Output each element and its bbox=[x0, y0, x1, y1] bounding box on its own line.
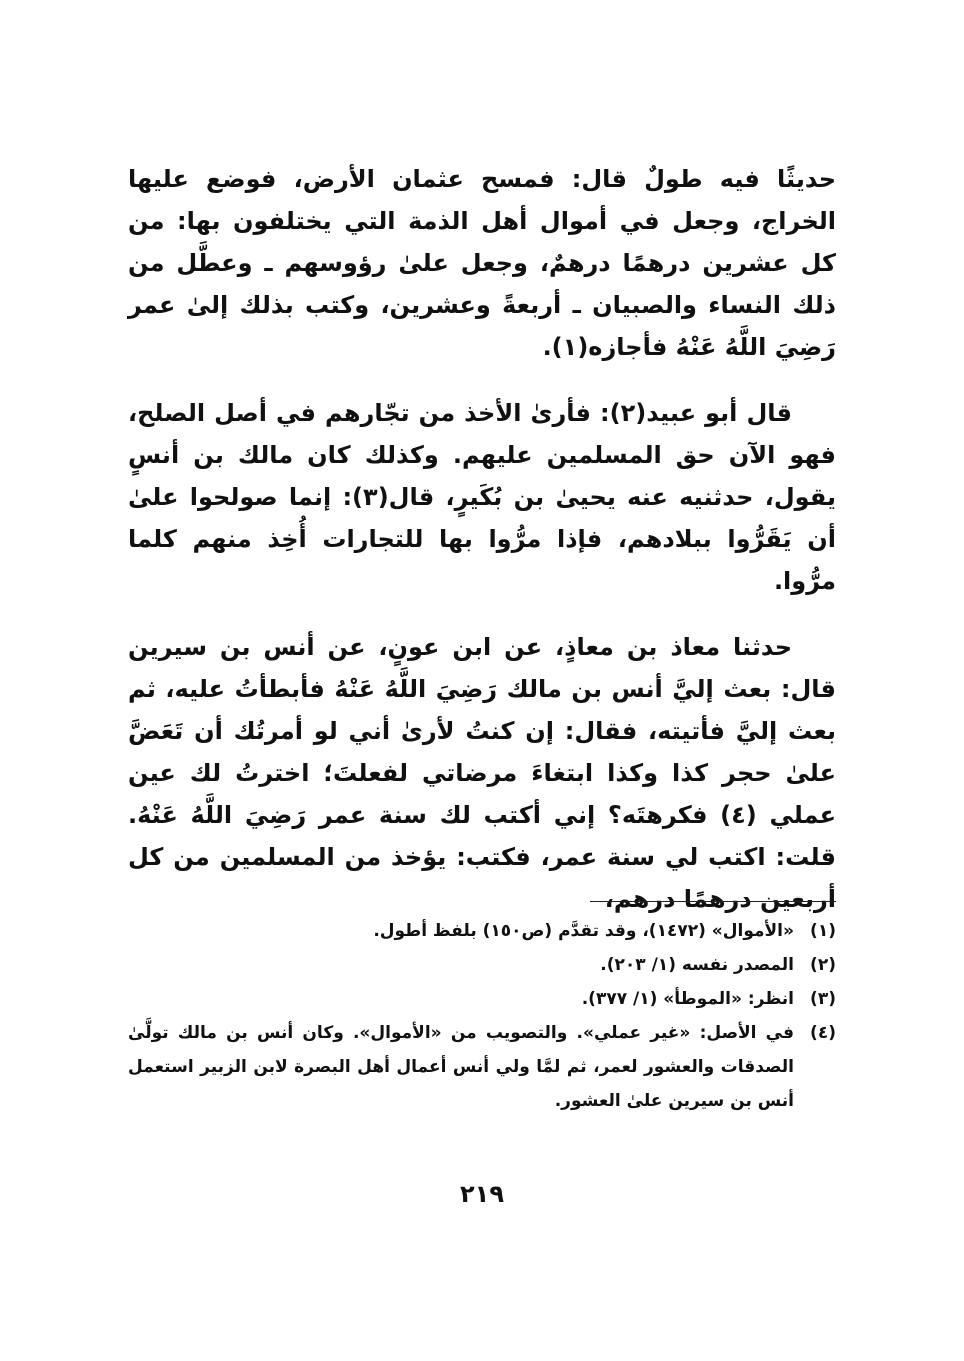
footnote-4 bbox=[128, 1016, 836, 1118]
footnote-number: (١) bbox=[810, 921, 836, 941]
footnotes bbox=[128, 914, 836, 1118]
main-text bbox=[128, 158, 836, 944]
footnote-text: في الأصل: «غير عملي». والتصويب من «الأموال». وكان أنس بن مالك تولَّىٰ الصدقات والعشور لعمر، ثم لمَّا ولي أنس أعمال أهل البصرة لابن الزبير استعمل أنس بن سيرين علىٰ العشور. bbox=[128, 1023, 794, 1111]
footnote-number: (٤) bbox=[810, 1023, 836, 1043]
footnote-1 bbox=[128, 914, 836, 948]
footnote-text: المصدر نفسه (١/ ٢٠٣). bbox=[600, 955, 794, 975]
page-number: ٢١٩ bbox=[460, 1180, 504, 1208]
paragraph-3: حدثنا معاذ بن معاذٍ، عن ابن عونٍ، عن أنس بن سيرين قال: بعث إليَّ أنس بن مالك رَضِيَ اللَّهُ عَنْهُ فأبطأتُ عليه، ثم بعث إليَّ فأتيته، فقال: إن كنتُ لأرىٰ أني لو أمرتُك أن تَعَضَّ علىٰ حجر كذا وكذا ابتغاءَ مرضاتي لفعلتَ؛ اخترتُ لك عين عملي (٤) فكرهتَه؟ إني أكتب لك سنة عمر رَضِيَ اللَّهُ عَنْهُ. قلت: اكتب لي سنة عمر، فكتب: يؤخذ من المسلمين من كل أربعين درهمًا درهم، bbox=[128, 633, 837, 913]
footnote-number: (٢) bbox=[810, 955, 836, 975]
paragraph-2: قال أبو عبيد(٢): فأرىٰ الأخذ من تجّارهم في أصل الصلح، فهو الآن حق المسلمين عليهم. وكذلك كان مالك بن أنسٍ يقول، حدثنيه عنه يحيىٰ بن بُكَيرٍ، قال(٣): إنما صولحوا علىٰ أن يَقَرُّوا ببلادهم، فإذا مرُّوا بها للتجارات أُخِذ منهم كلما مرُّوا. bbox=[128, 399, 836, 595]
footnote-text: «الأموال» (١٤٧٢)، وقد تقدَّم (ص١٥٠) بلفظ أطول. bbox=[373, 921, 794, 941]
footnote-number: (٣) bbox=[810, 989, 836, 1009]
footnote-text: انظر: «الموطأ» (١/ ٣٧٧). bbox=[581, 989, 794, 1009]
footnote-2 bbox=[128, 948, 836, 982]
footnote-3 bbox=[128, 982, 836, 1016]
paragraph-1: حديثًا فيه طولٌ قال: فمسح عثمان الأرض، فوضع عليها الخراج، وجعل في أموال أهل الذمة التي يختلفون بها: من كل عشرين درهمًا درهمٌ، وجعل علىٰ رؤوسهم ـ وعطَّل من ذلك النساء والصبيان ـ أربعةً وعشرين، وكتب بذلك إلىٰ عمر رَضِيَ اللَّهُ عَنْهُ فأجازه(١). bbox=[128, 165, 836, 361]
footnote-separator bbox=[590, 901, 836, 902]
